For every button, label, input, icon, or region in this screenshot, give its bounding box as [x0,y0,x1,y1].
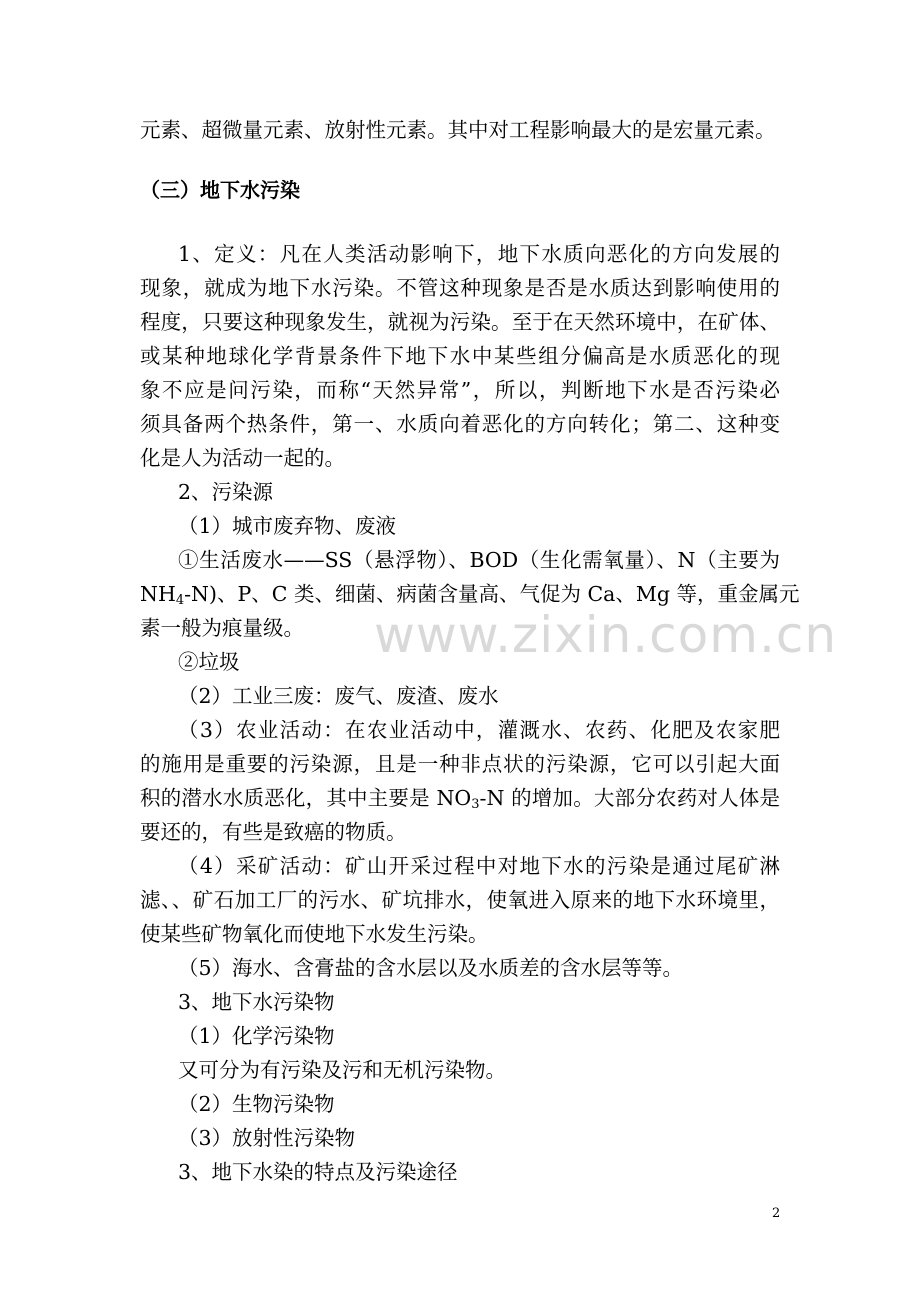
watermark: www.zixin.com.cn [374,606,838,664]
source-item-2: （2）工业三废：废气、废渣、废水 [178,684,499,708]
agri-line-2: 的施用是重要的污染源，且是一种非点状的污染源，它可以引起大面 [140,752,780,776]
source-item-5: （5）海水、含膏盐的含水层以及水质差的含水层等等。 [178,956,684,980]
definition-line-6: 须具备两个热条件，第一、水质向着恶化的方向转化；第二、这种变 [140,412,780,436]
mining-line-1: （4）采矿活动：矿山开采过程中对地下水的污染是通过尾矿淋 [178,854,780,878]
agri-line-3: 积的潜水水质恶化，其中主要是 $NO_3-N$ 的增加。大部分农药对人体是 [140,786,780,812]
pollutant-chemical-note: 又可分为有污染及污和无机污染物。 [178,1058,506,1082]
definition-line-4: 或某种地球化学背景条件下地下水中某些组分偏高是水质恶化的现 [140,344,780,368]
definition-line-3: 程度，只要这种现象发生，就视为污染。至于在天然环境中，在矿体、 [140,310,780,334]
definition-line-7: 化是人为活动一起的。 [140,446,345,470]
definition-line-1: 1、定义：凡在人类活动影响下，地下水质向恶化的方向发展的 [178,242,780,266]
section-title: （三）地下水污染 [140,178,300,202]
pollutant-biological: （2）生物污染物 [178,1092,335,1116]
agri-line-4: 要还的，有些是致癌的物质。 [140,820,407,844]
sewage-line-1: ①生活废水——SS（悬浮物）、BOD（生化需氧量）、N（主要为 [178,548,780,572]
definition-line-5: 象不应是问污染，而称“天然异常”，所以，判断地下水是否污染必 [140,378,780,402]
source-item-1: （1）城市废弃物、废液 [178,514,397,538]
paragraph-intro-tail: 元素、超微量元素、放射性元素。其中对工程影响最大的是宏量元素。 [140,118,776,142]
pollutant-chemical: （1）化学污染物 [178,1024,335,1048]
definition-line-2: 现象，就成为地下水污染。不管这种现象是否是水质达到影响使用的 [140,276,780,300]
agri-line-1: （3）农业活动：在农业活动中，灌溉水、农药、化肥及农家肥 [178,718,780,742]
sources-title: 2、污染源 [178,480,274,504]
sewage-line-3: 素一般为痕量级。 [140,616,304,640]
next-section-title: 3、地下水染的特点及污染途径 [178,1160,458,1184]
page-number: 2 [772,1206,781,1221]
mining-line-3: 使某些矿物氧化而使地下水发生污染。 [140,922,489,946]
mining-line-2: 滤、、矿石加工厂的污水、矿坑排水，使氧进入原来的地下水环境里， [140,888,780,912]
pollutant-radioactive: （3）放射性污染物 [178,1126,356,1150]
sewage-line-2: $NH_4-N$)、P、C 类、细菌、病菌含量高、气促为 Ca、Mg 等，重金属元 [140,582,800,608]
garbage-item: ②垃圾 [178,650,240,674]
pollutants-title: 3、地下水污染物 [178,990,335,1014]
